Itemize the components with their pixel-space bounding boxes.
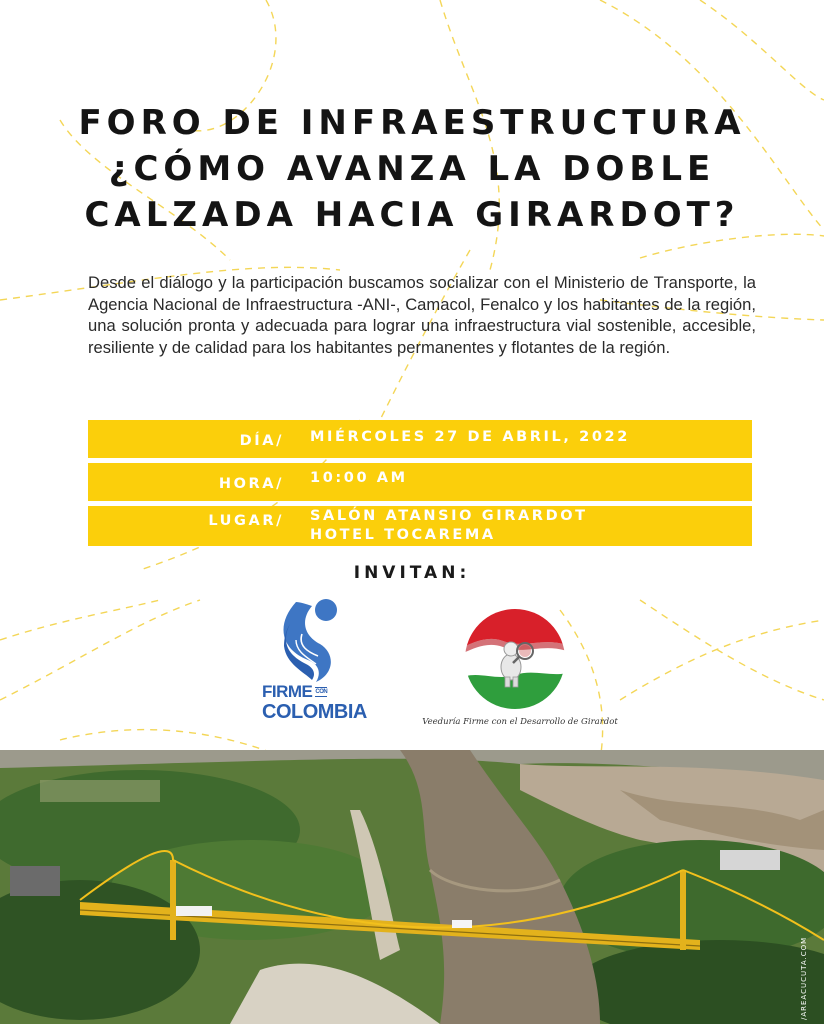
title-line-3: CALZADA HACIA GIRARDOT? <box>84 195 740 235</box>
place-label: LUGAR/ <box>208 513 284 529</box>
place-bar <box>88 506 752 546</box>
firme-colombia-wordmark <box>262 682 367 723</box>
place-value-line-2: HOTEL TOCAREMA <box>310 527 496 543</box>
invitan-heading: INVITAN: <box>353 563 471 583</box>
date-bar <box>88 420 752 458</box>
bridge-aerial-photo <box>0 750 824 1024</box>
title-line-2: ¿CÓMO AVANZA LA DOBLE <box>108 149 716 189</box>
time-bar <box>88 463 752 501</box>
colombia-word: COLOMBIA <box>262 701 367 723</box>
event-description: Desde el diálogo y la participación buscamos socializar con el Ministerio de Transporte, la Agencia Nacional de Infraestructura -ANI-, Camacol, Fenalco y los habitantes de la región, una solución pronta y adecuada para lograr una infraestructura vial sostenible, accesible, resiliente y de calidad para los habitantes permanentes y flotantes de la región. <box>88 273 756 357</box>
place-value <box>310 507 588 545</box>
date-label: DÍA/ <box>239 433 284 449</box>
firme-word: FIRME <box>262 682 313 701</box>
time-value: 10:00 AM <box>310 470 408 486</box>
photo-credit: /AREACUCUTA.COM <box>800 936 808 1020</box>
place-value-line-1: SALÓN ATANSIO GIRARDOT <box>310 508 588 524</box>
title-line-1: FORO DE INFRAESTRUCTURA <box>78 103 746 143</box>
veeduria-logo <box>463 607 567 711</box>
con-word: CON <box>315 689 328 695</box>
date-value: MIÉRCOLES 27 DE ABRIL, 2022 <box>310 429 630 445</box>
event-title <box>60 100 764 238</box>
time-label: HORA/ <box>218 476 284 492</box>
veeduria-caption: Veeduría Firme con el Desarrollo de Girardot <box>422 717 618 727</box>
